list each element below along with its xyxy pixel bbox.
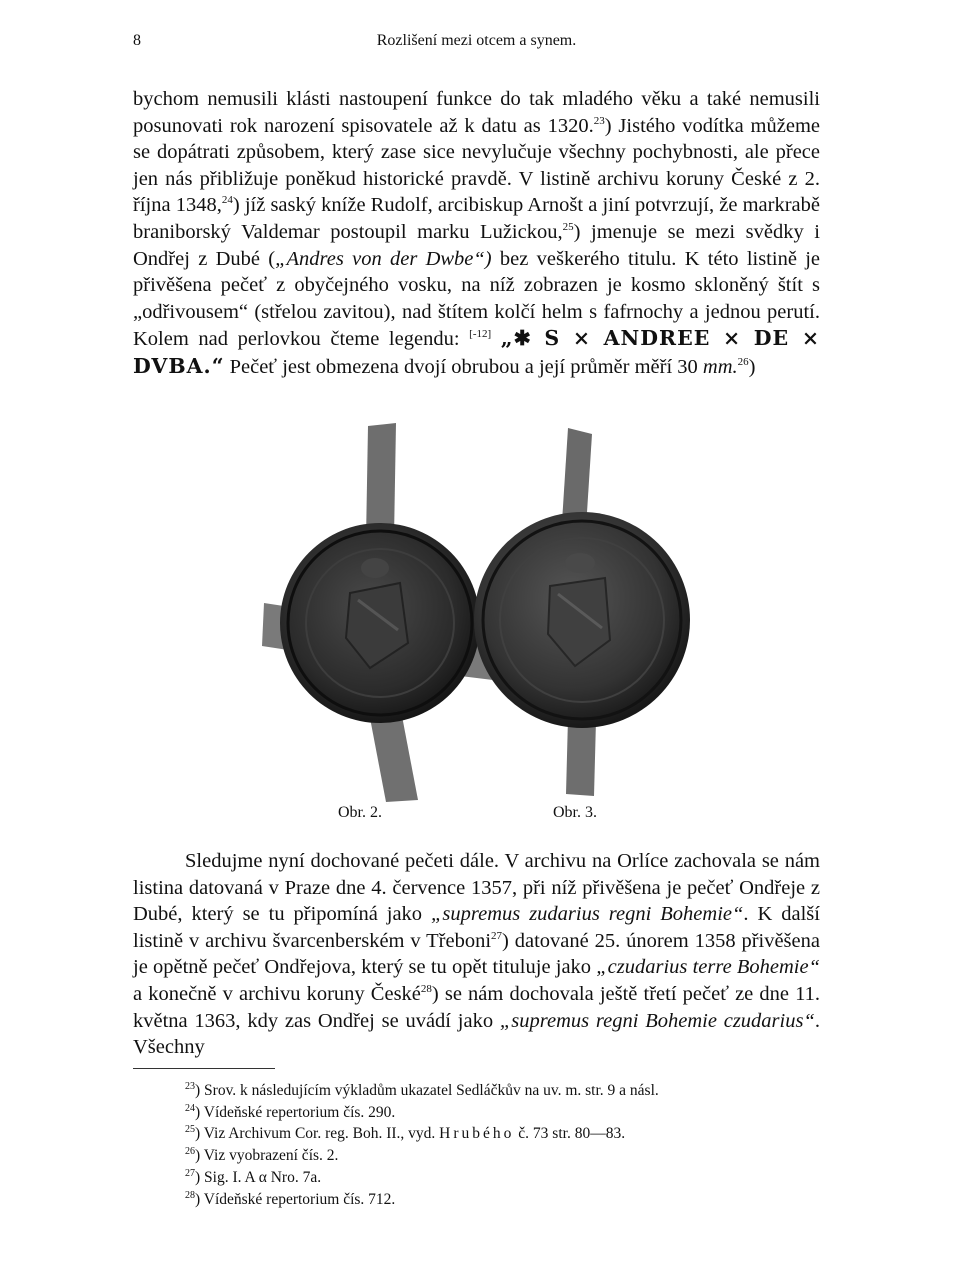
paragraph-2-text-b: . K další listině v archivu švarcenberském v Třeboni (133, 903, 820, 952)
footnote-text: ) Vídeňské repertorium čís. 290. (195, 1103, 396, 1121)
footnote-spaced-name: Hrubého (439, 1125, 515, 1143)
footnote-ref-27: 27 (491, 929, 503, 942)
paragraph-1-text-e: bez veškerého titulu. K této listině je přivěšena pečeť z obyčejného vosku, na níž zobrazen je kosmo skloněný štít s „odřivousem“ (střelou zavitou), nad štítem kolčí helm s fafrnochy a jednou perutí. Kolem nad perlovkou čteme legendu: (133, 247, 820, 351)
footnote-number: 28 (185, 1189, 195, 1201)
footnote-ref-25: 25 (562, 220, 574, 233)
footnote-28 (185, 1189, 825, 1211)
footnote-25 (185, 1123, 825, 1145)
paragraph-2-text-a: Sledujme nyní dochované pečeti dále. V archivu na Orlíce zachovala se nám listina datovaná v Praze dne 4. července 1357, při níž přivěšena je pečeť Ondřeje z Dubé, který se tu připomíná jako (133, 850, 820, 926)
footnote-number: 25 (185, 1124, 195, 1136)
paragraph-1-text-a: bychom nemusili klásti nastoupení funkce do tak mladého věku a také nemusili posunovati rok narození spisovatele až k datu as 1320. (133, 88, 820, 137)
footnote-23 (185, 1080, 825, 1102)
footnote-text: ) Sig. I. A α Nro. 7a. (195, 1168, 322, 1186)
footnote-number: 27 (185, 1167, 195, 1179)
paragraph-1-text-c: ) jíž saský kníže Rudolf, arcibiskup Arnošt a jiní potvrzují, že markrabě braniborský Valdemar postoupil marku Lužickou, (133, 194, 820, 243)
footnote-text: ) Vídeňské repertorium čís. 712. (195, 1190, 396, 1208)
footnote-text: ) Viz Archivum Cor. reg. Boh. II., vyd. (195, 1125, 440, 1143)
paragraph-2-text-e: ) se nám dochovala ještě třetí pečeť ze dne 11. května 1363, kdy zas Ondřej se uvádí jako (133, 982, 820, 1032)
footnote-27 (185, 1167, 825, 1189)
paragraph-1-text-b: ) Jistého vodítka můžeme se dopátrati způsobem, který zase sice nevylučuje všechny pochybnosti, ale přece jen nás přibližuje poněkud historické pravdě. V listině archivu koruny České z 2. října 1348, (133, 114, 820, 217)
quote-3: „supremus regni Bohemie czudarius“ (499, 1009, 815, 1032)
paragraph-1-text-g: ) (748, 355, 756, 378)
seals-illustration (250, 418, 690, 803)
unit-mm: mm. (702, 355, 738, 378)
seal-photographs (250, 418, 690, 803)
footnote-24 (185, 1102, 825, 1124)
footnote-ref-24: 24 (221, 194, 233, 207)
quote-2: „czudarius terre Bohemie“ (596, 956, 820, 979)
footnote-text-end: č. 73 str. 80—83. (514, 1125, 626, 1143)
seal-left (262, 423, 495, 802)
paragraph-1-text-d: ) jmenuje se mezi svědky i Ondřej z Dubé ( (133, 220, 820, 270)
footnote-number: 24 (185, 1102, 195, 1114)
figure-caption-2: Obr. 2. (338, 804, 382, 821)
footnote-text: ) Srov. k následujícím výkladům ukazatel Sedláčkův na uv. m. str. 9 a násl. (195, 1082, 659, 1099)
quoted-name: „Andres von der Dwbe“) (275, 247, 492, 270)
paragraph-2 (133, 848, 820, 1061)
paragraph-2-text-f: . Všechny (133, 1009, 820, 1059)
footnote-ref-23: 23 (593, 114, 605, 127)
footnote-text: ) Viz vyobrazení čís. 2. (195, 1147, 339, 1165)
paragraph-2-text-d: a konečně v archivu koruny České (133, 982, 421, 1005)
seal-legend: „✱ S × ANDREE × DE × DVBA.“ (133, 326, 820, 378)
footnote-ref-28: 28 (420, 982, 432, 995)
page-bracket-mark: [-12] (469, 328, 492, 341)
footnotes (185, 1080, 825, 1210)
paragraph-2-text-c: ) datované 25. únorem 1358 přivěšena je opětně pečeť Ondřejova, který se tu opět tituluje jako (133, 929, 820, 979)
footnote-ref-26: 26 (737, 355, 749, 368)
footnote-divider (133, 1068, 275, 1069)
page-header (133, 32, 820, 54)
seal-right (474, 428, 690, 796)
paragraph-1 (133, 86, 820, 381)
figure-caption-3: Obr. 3. (553, 804, 597, 821)
footnote-number: 23 (185, 1081, 195, 1092)
footnote-number: 26 (185, 1146, 195, 1158)
page-number: 8 (133, 32, 141, 49)
quote-1: „supremus zudarius regni Bohemie“ (431, 903, 744, 926)
running-title: Rozlišení mezi otcem a synem. (376, 32, 577, 49)
paragraph-1-text-f: Pečeť jest obmezena dvojí obrubou a její průměr měří 30 (224, 355, 703, 378)
footnote-26 (185, 1145, 825, 1167)
